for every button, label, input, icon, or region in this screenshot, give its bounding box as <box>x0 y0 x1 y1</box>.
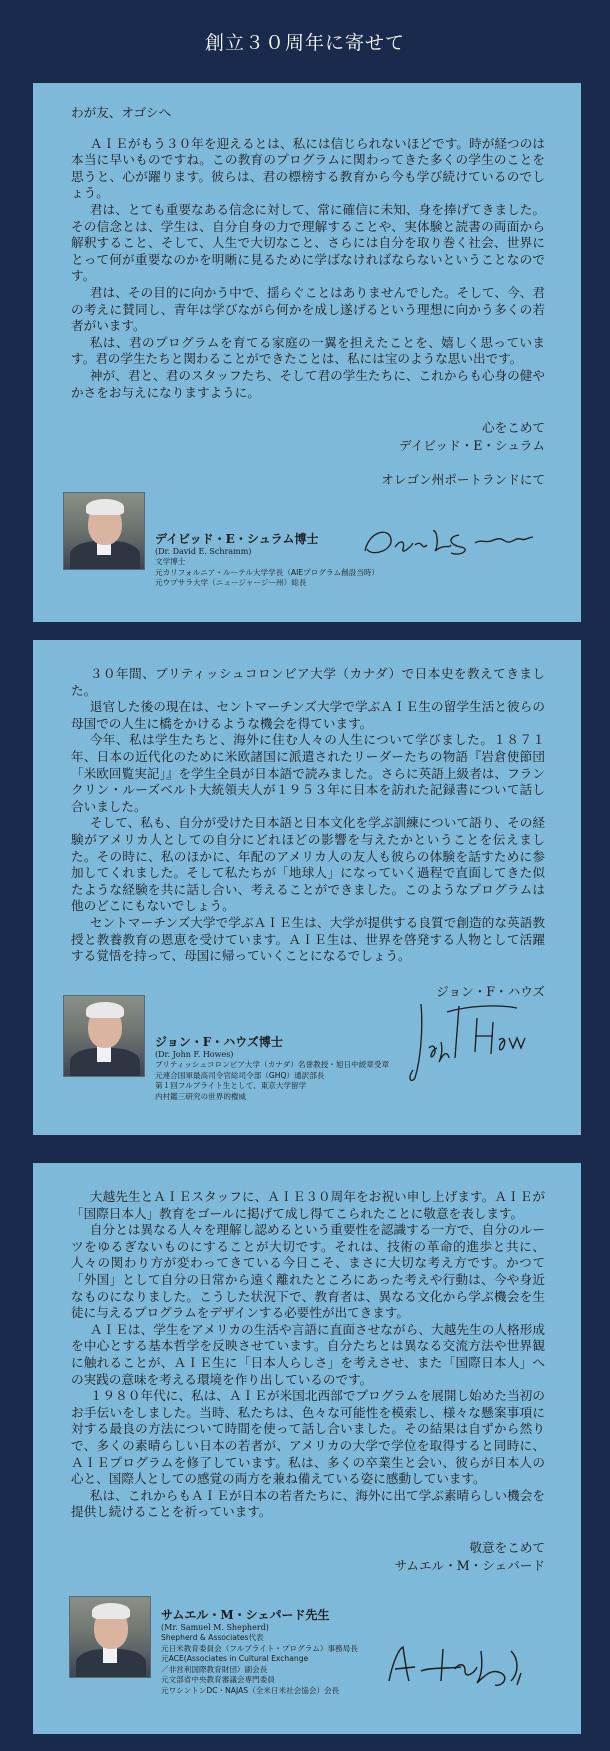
letter-paragraph: ＡＩＥは、学生をアメリカの生活や言語に直面させながら、大越先生の人格形成を中心とする基本哲学を反映させています。自分たちとは異なる交流方法や世界観に触れることが、ＡＩＥ生に「日本人らしさ」を考えさせ、また「国際日本人」への実践の意味を考える環境を作り出しているのです。 <box>71 1321 545 1387</box>
closing-block <box>71 1539 545 1575</box>
letter-paragraph: そして、私も、自分が受けた日本語と日本文化を学ぶ訓練について語り、その経験がアメリカ人としての自分にどれほどの影響を与えたかということを伝えました。その時に、私のほかに、年配のアメリカ人の友人も彼らの体験を話すために参加してくれました。そして私たちが「地球人」になっていく過程で直面してきた似たような経験を共に話し合い、考えることができました。このようなプログラムは他のどこにもないでしょう。 <box>71 815 545 914</box>
letter-paragraph: ３０年間、ブリティッシュコロンビア大学（カナダ）で日本史を教えてきました。 <box>71 666 545 698</box>
profile-line: 内村鑑三研究の世界的権威 <box>155 1091 247 1101</box>
profile-romaji: (Dr. David E. Schramm) <box>155 547 252 556</box>
profile-line: 第１回フルブライト生として、東京大学留学 <box>155 1081 307 1090</box>
closing-phrase: 心をこめて <box>482 420 545 436</box>
signer-name: デイビッド・E・シュラム <box>399 438 545 454</box>
letter-paragraph: 君は、とても重要なある信念に対して、常に確信に未知、身を捧げてきました。その信念とは、学生は、自分自身の力で理解することや、実体験と読書の両面から解釈すること、そして、人生で大切なこと、さらには自分を取り巻く社会、世界にとって何が重要なのかを明晰に見るために学ばなければならないということなのです。 <box>71 201 545 284</box>
profile-line: 元カリフォルニア・ルーテル大学学長（AIEプログラム創設当時） <box>155 567 380 577</box>
profile-line: 文学博士 <box>155 557 186 566</box>
letter-paragraph: 神が、君と、君のスタッフたち、そして君の学生たちに、これからも心身の健やかさをお与えになりますように。 <box>71 367 545 400</box>
profile-romaji: (Dr. John F. Howes) <box>155 1050 234 1059</box>
letter-paragraph: ＡＩＥがもう３０年を迎えるとは、私には信じられないほどです。時が経つのは本当に早いものですね。この教育のプログラムに関わってきた多くの学生のことを思うと、心が躍ります。彼らは、君の標榜する教育から今も学び続けているのでしょう。 <box>71 135 545 201</box>
portrait-photo-howes <box>63 995 145 1077</box>
profile-line: 元ワシントンDC・NAJAS（全米日米社会協会）会長 <box>161 1685 340 1695</box>
profile-line: ブリティッシュコロンビア大学（カナダ）名誉教授・旭日中綬章受章 <box>155 1060 390 1069</box>
signing-place: オレゴン州ポートランドにて <box>381 472 545 488</box>
signer-name: サムエル・M・シェパード <box>394 1557 545 1573</box>
letter-paragraph: 大越先生とＡＩＥスタッフに、ＡＩＥ３０周年をお祝い申し上げます。ＡＩＥが「国際日本人」教育をゴールに掲げて成し得てこられたことに敬意を表します。 <box>71 1189 545 1221</box>
letter-paragraph: １９８０年代に、私は、ＡＩＥが米国北西部でプログラムを展開し始めた当初のお手伝いをしました。当時、私たちは、色々な可能性を模索し、様々な懸案事項に対する最良の方法について時間を使って話し合いました。その結果は自ずから然りで、多くの素晴らしい日本の若者が、アメリカの大学で学位を取得すると同時に、ＡＩＥプログラムを修了しています。私は、多くの卒業生と会い、彼らが日本人の心と、国際人としての感覚の両方を兼ね備えている姿に感動しています。 <box>71 1388 545 1487</box>
page-title: 創立３０周年に寄せて <box>204 32 405 54</box>
handwritten-signature-howes <box>407 998 537 1088</box>
letter-paragraph: 自分とは異なる人々を理解し認めるという重要性を認識する一方で、自分のルーツをゆるぎないものにすることが大切です。それは、技術の革命的進歩と共に、人々の関わり方が変わってきている今日こそ、まさに大切な考え方です。かつて「外国」として自分の日常から遠く離れたところにあった考えや行動は、今や身近なものになりました。こうした状況下で、教育者は、異なる文化から学ぶ機会を生徒に与えるプログラムをデザインする必要性が出てきます。 <box>71 1222 545 1321</box>
profile-shepherd <box>161 1609 358 1696</box>
profile-line: 元文部省中央教育審議会専門委員 <box>161 1675 275 1684</box>
profile-line: 元ACE(Associates in Cultural Exchange <box>161 1654 309 1663</box>
profile-line: 元連合国軍最高司令官総司令部（GHQ）通訳部長 <box>155 1070 325 1080</box>
portrait-photo-schramm <box>63 492 145 570</box>
profile-line: 元日米教育委員会（フルブライト・プログラム）事務局長 <box>161 1643 358 1653</box>
letter-card-shepherd <box>33 1163 581 1734</box>
profile-howes <box>155 1036 389 1102</box>
profile-line: ／非営利国際教育財団）副会長 <box>161 1664 268 1674</box>
letter-paragraph: 私は、君のプログラムを育てる家庭の一翼を担えたことを、嬉しく思っています。君の学生たちと関わることができたことは、私には宝のような思い出です。 <box>71 334 545 367</box>
handwritten-signature-shepherd <box>385 1641 545 1691</box>
profile-schramm <box>155 533 379 589</box>
letter-paragraph: 退官した後の現在は、セントマーチンズ大学で学ぶＡＩＥ生の留学生活と彼らの母国での人生に橋をかけるような機会を得ています。 <box>71 699 545 731</box>
closing-block <box>71 419 545 489</box>
letter-greeting: わが友、オゴシへ <box>71 105 172 120</box>
signer-name: ジョン・F・ハウズ <box>436 983 545 999</box>
profile-name: ジョン・F・ハウズ博士 <box>155 1035 283 1049</box>
portrait-photo-shepherd <box>69 1596 151 1678</box>
profile-line: 元ウプサラ大学（ニュージャージー州）総長 <box>155 578 307 587</box>
letter-paragraph: 私は、これからもＡＩＥが日本の若者たちに、海外に出て学ぶ素晴らしい機会を提供し続けることを祈っています。 <box>71 1487 546 1520</box>
letter-card-schramm <box>33 83 581 622</box>
closing-phrase: 敬意をこめて <box>469 1539 545 1555</box>
letter-paragraph: 今年、私は学生たちと、海外に住む人々の人生について学びました。１８７１年、日本の近代化のために米欧諸国に派遣されたリーダーたちの物語『岩倉使節団「米欧回覧実記」』を学生全員が日本語で読みました。さらに英語上級者は、フランクリン・ルーズベルト大統領夫人が１９５３年に日本を訪れた記録書について話し合いました。 <box>71 732 545 814</box>
letter-paragraph: 君は、その目的に向かう中で、揺らぐことはありませんでした。そして、今、君の考えに賛同し、青年は学びながら何かを成し遂げるという理想に向かう多くの若者がいます。 <box>71 284 545 334</box>
handwritten-signature-schramm <box>359 521 545 561</box>
profile-name: サムエル・M・シェパード先生 <box>161 1608 330 1622</box>
profile-name: デイビッド・E・シュラム博士 <box>155 532 319 546</box>
letter-paragraph: セントマーチンズ大学で学ぶＡＩＥ生は、大学が提供する良質で創造的な英語教授と教養教育の恩恵を受けています。ＡＩＥ生は、世界を啓発する人物として活躍する覚悟を持って、母国に帰っていくことになるでしょう。 <box>71 914 545 964</box>
profile-romaji: (Mr. Samuel M. Shepherd) <box>161 1623 269 1632</box>
profile-line: Shepherd & Associates代表 <box>161 1633 264 1642</box>
letter-card-howes <box>33 640 581 1135</box>
